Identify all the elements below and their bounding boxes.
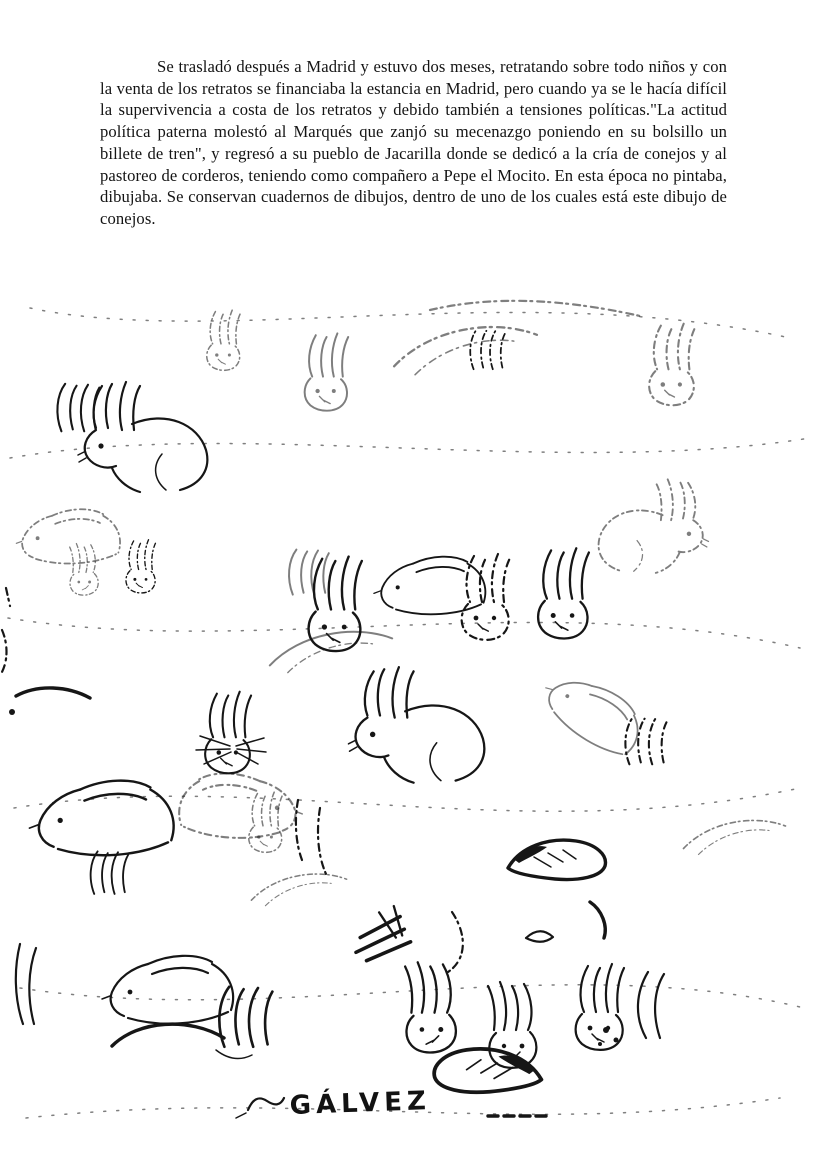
rabbit-drawing-icon [0,288,824,1150]
rabbit-sketch-figure [0,288,824,1150]
body-paragraph: Se trasladó después a Madrid y estuvo dos meses, retratando sobre todo niños y con la venta de los retratos se financiaba la estancia en Madrid, pero cuando ya se le hacía difícil la supervivencia a costa de los retratos y debido también a tensiones políticas."La actitud política paterna molestó al Marqués que zanjó su mecenazgo poniendo en su bolsillo un billete de tren", y regresó a su pueblo de Jacarilla donde se dedicó a la cría de conejos y al pastoreo de corderos, teniendo como compañero a Pepe el Mocito. En esta época no pintaba, dibujaba. Se conservan cuadernos de dibujos, dentro de uno de los cuales está este dibujo de conejos. [100,57,727,228]
artist-signature [236,1084,431,1121]
signature-text: GÁLVEZ [289,1086,432,1121]
